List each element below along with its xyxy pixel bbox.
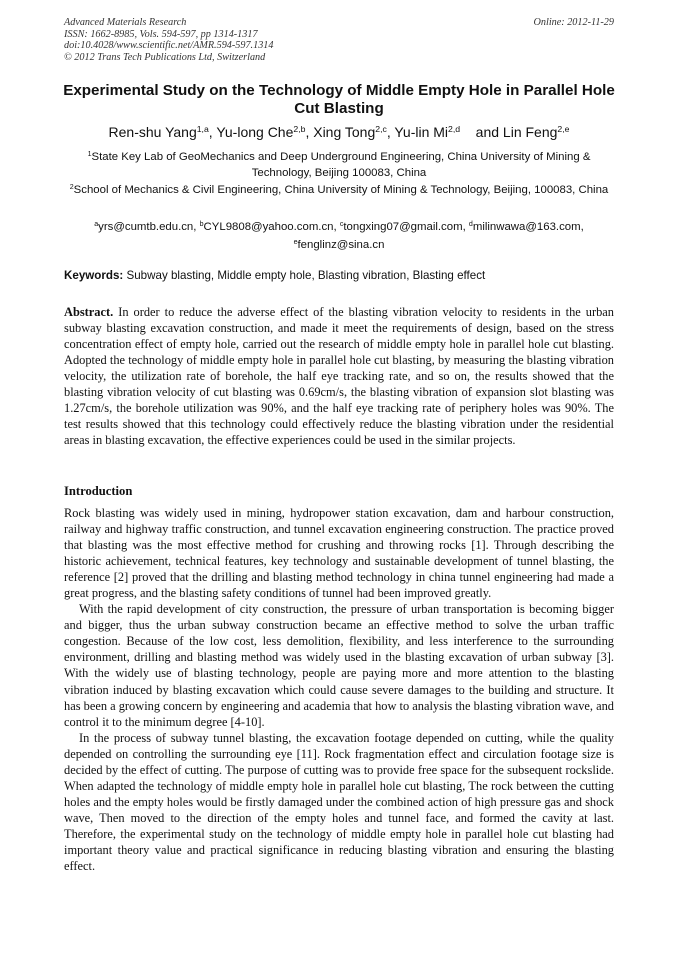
section-heading-introduction: Introduction	[64, 484, 133, 498]
paragraph: In the process of subway tunnel blasting, the excavation footage depended on cutting, while the quality depended on controlling the surrounding eye [11]. Rock fragmentation effect and circulation footage size is decided by the effect of cutting. The purpose of cutting was to provide free space for the subsequent rockslide. When adapted the technology of middle empty hole in parallel hole cut blasting, The rock between the cutting holes and the empty holes would be firstly damaged under the combined action of high pressure gas and shock wave, Then moved to the direction of the empty holes and tunnel face, and formed the cavity at last. Therefore, the experimental study on the technology of middle empty hole in parallel hole cut blasting had important theory value and practical significance in reducing blasting vibration and ensuring the blasting effect.	[64, 730, 614, 874]
affiliation-1: $^1$State Key Lab of GeoMechanics and Deep Underground Engineering, China University of Mining & Technology, Beijing 100083, China	[87, 151, 591, 180]
keywords-label: Keywords:	[64, 269, 124, 282]
keywords-text: Subway blasting, Middle empty hole, Blasting vibration, Blasting effect	[123, 269, 486, 282]
email-link[interactable]: CYL9808@yahoo.com.cn,	[203, 221, 340, 233]
paragraph: Rock blasting was widely used in mining, hydropower station excavation, dam and harbour construction, railway and highway traffic construction, and tunnel excavation engineering construction. The practice proved that blasting was the most effective method for crushing and throwing rocks [1]. Through describing the historic achievement, technical features, key technology and sustainable development of tunnel blasting, the reference [2] proved that the drilling and blasting method technology in china tunnel engineering had made a great progress, and the blasting safety conditions of tunnel had been improved greatly.	[64, 506, 614, 601]
abstract-text: In order to reduce the adverse effect of the blasting vibration velocity to residents in the urban subway blasting excavation construction, and made it meet the requirements of design, based on the stress concentration effect of empty hole, carried out the research of middle empty hole in parallel hole cut blasting. Adopted the technology of middle empty hole in parallel hole cut blasting, by measuring the blasting vibration velocity, the utilization rate of borehole, the half eye tracking rate, and so on, the results showed that the blasting vibration velocity of cut blasting was 0.69cm/s, the blasting vibration of expansion slot blasting was 1.27cm/s, the borehole utilization was 90%, and the half eye tracking rate of periphery holes was 90%. The test results showed that this technology could effectively reduce the blasting vibration under the residential areas in blasting excavation, the effective experiences could be used in the similar projects.	[64, 305, 614, 448]
email-link[interactable]: tongxing07@gmail.com,	[343, 221, 469, 233]
email-link[interactable]: milinwawa@163.com,	[472, 221, 584, 233]
online-date: Online: 2012-11-29	[533, 17, 614, 28]
author: Yu-lin Mi$^{2,d}$	[394, 124, 461, 140]
author: Xing Tong$^{2,c}$	[313, 124, 387, 140]
email-list: $^a$yrs@cumtb.edu.cn, $^b$CYL9808@yahoo.com.cn, $^c$tongxing07@gmail.com, $^d$milinwawa@163.com, $^e$fenglinz@sina.cn	[94, 221, 584, 251]
journal-name: Advanced Materials Research	[64, 17, 187, 28]
abstract-label: Abstract.	[64, 305, 114, 319]
paper-title: Experimental Study on the Technology of Middle Empty Hole in Parallel Hole Cut Blasting	[63, 82, 615, 117]
copyright-line: © 2012 Trans Tech Publications Ltd, Switzerland	[64, 51, 266, 63]
author: Lin Feng$^{2,e}$	[502, 124, 570, 140]
paragraph: With the rapid development of city construction, the pressure of urban transportation is becoming bigger and bigger, thus the urban subway construction became an effective method to solve the urban traffic congestion. Because of the low cost, less demolition, flexibility, and less interference to the surrounding environment, drilling and blasting method was widely used in the blasting excavation of urban subway [3]. With the widely use of blasting technology, people are paying more and more attention to the blasting vibration induced by blasting excavation which could cause severe damages to the building and structure. It has been a growing concern by engineering and academia that how to analysis the blasting vibration wave, and control it to the minimum degree [4-10].	[64, 602, 614, 729]
email-link[interactable]: yrs@cumtb.edu.cn,	[98, 221, 200, 233]
affiliation-2: $^2$School of Mechanics & Civil Engineering, China University of Mining & Technology, Beijing, 100083, China	[69, 184, 609, 196]
abstract	[64, 304, 614, 448]
doi-line: doi:10.4028/www.scientific.net/AMR.594-597.1314	[64, 40, 274, 52]
journal-header	[64, 17, 273, 63]
author: Yu-long Che$^{2,b}$	[216, 124, 306, 140]
author: Ren-shu Yang$^{1,a}$	[108, 124, 209, 140]
author-list: Ren-shu Yang$^{1,a}$, Yu-long Che$^{2,b}$, Xing Tong$^{2,c}$, Yu-lin Mi$^{2,d}$ and Lin Feng$^{2,e}$	[108, 124, 570, 140]
keywords	[64, 268, 616, 283]
issn-line: ISSN: 1662-8985, Vols. 594-597, pp 1314-1317	[64, 28, 258, 40]
introduction-body	[64, 505, 614, 874]
email-link[interactable]: fenglinz@sina.cn	[297, 239, 385, 251]
